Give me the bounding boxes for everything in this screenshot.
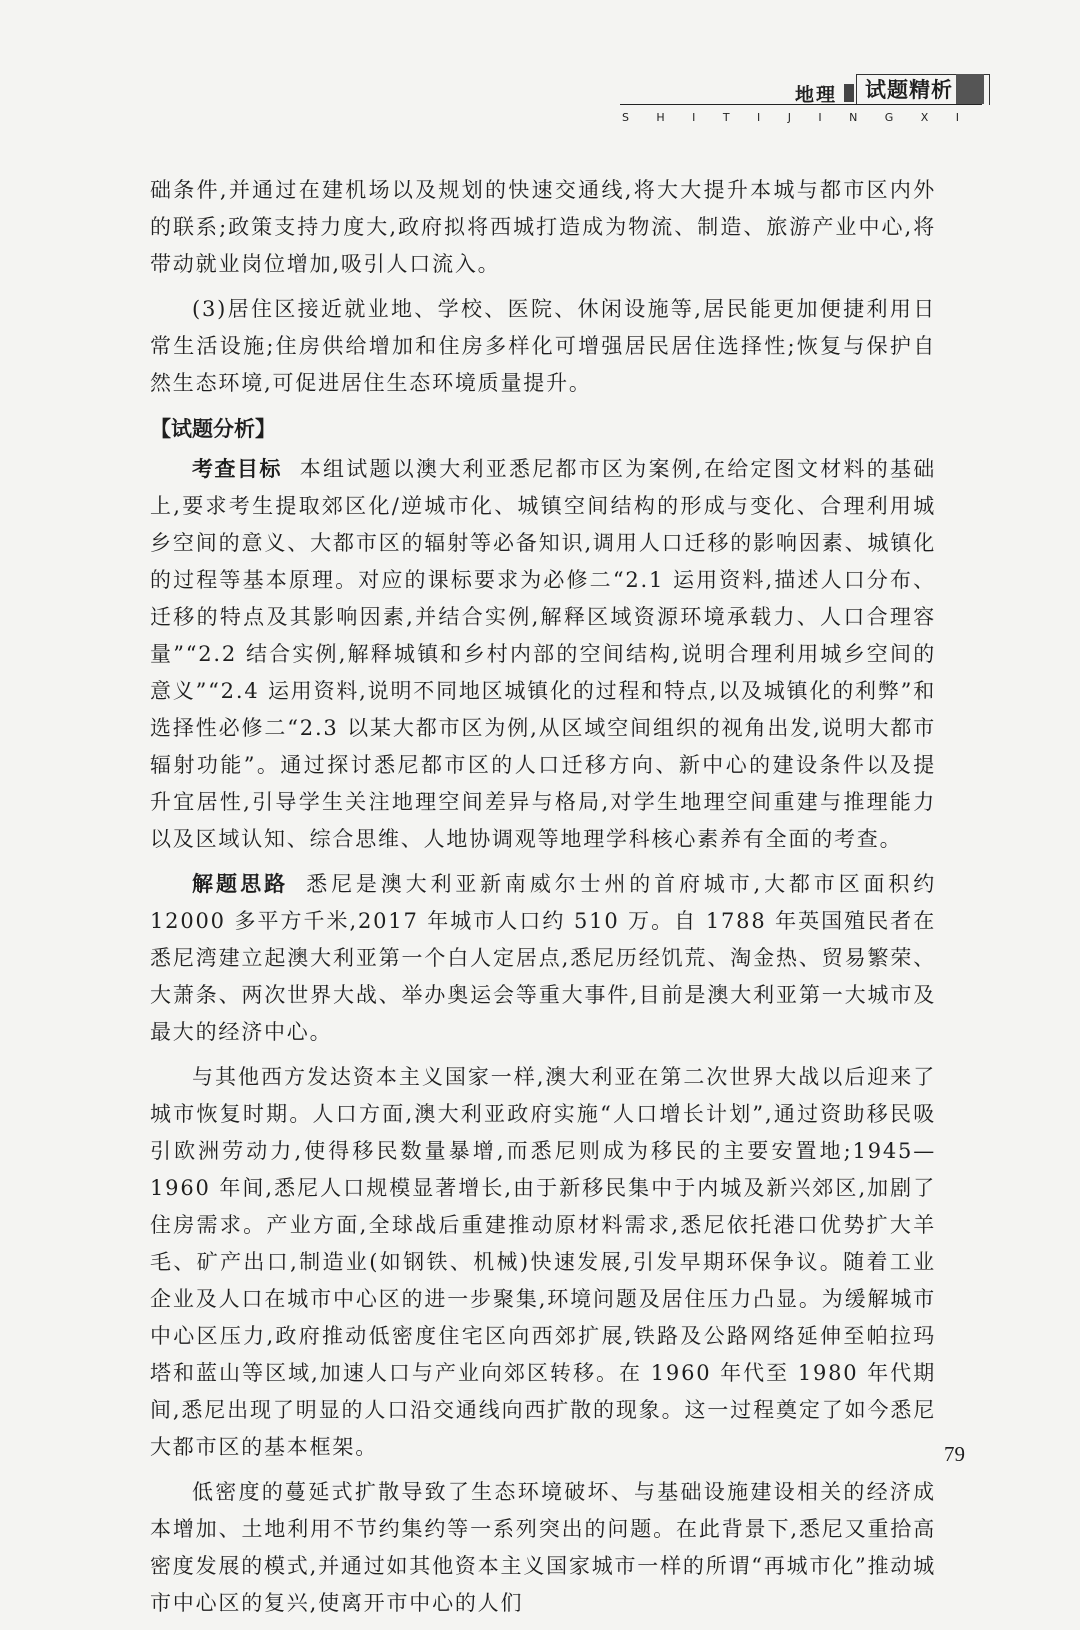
paragraph-text: 本组试题以澳大利亚悉尼都市区为案例,在给定图文材料的基础上,要求考生提取郊区化/逆城市化、城镇空间结构的形成与变化、合理利用城乡空间的意义、大都市区的辐射等必备知识,调用人口迁移的影响因素、城镇化的过程等基本原理。对应的课标要求为必修二“2.1 运用资料,描述人口分布、迁移的特点及其影响因素,并结合实例,解释区域资源环境承载力、人口合理容量”“2.2 结合实例,解释城镇和乡村内部的空间结构,说明合理利用城乡空间的意义”“2.4 运用资料,说明不同地区城镇化的过程和特点,以及城镇化的利弊”和选择性必修二“2.3 以某大都市区为例,从区域空间组织的视角出发,说明大都市辐射功能”。通过探讨悉尼都市区的人口迁移方向、新中心的建设条件以及提升宜居性,引导学生关注地理空间差异与格局,对学生地理空间重建与推理能力以及区域认知、综合思维、人地协调观等地理学科核心素养有全面的考查。 (150, 457, 936, 851)
paragraph-lead: 考查目标 (192, 457, 282, 481)
header-pinyin (622, 111, 962, 124)
paragraph-continued: 础条件,并通过在建机场以及规划的快速交通线,将大大提升本城与都市区内外的联系;政策支持力度大,政府拟将西城打造成为物流、制造、旅游产业中心,将带动就业岗位增加,吸引人口流入。 (150, 178, 936, 276)
pinyin-letter: X (920, 111, 932, 124)
header-rule (620, 104, 982, 105)
pinyin-letter: J (787, 111, 794, 124)
paragraph-objectives (150, 451, 936, 858)
header-marker (844, 84, 854, 102)
paragraph-approach (150, 866, 936, 1051)
page-number: 79 (944, 1442, 965, 1466)
pinyin-letter: T (722, 111, 733, 124)
pinyin-letter: I (818, 111, 825, 124)
pinyin-letter: G (884, 111, 897, 124)
paragraph-lead: 解题思路 (192, 872, 289, 896)
paragraph-sprawl: 低密度的蔓延式扩散导致了生态环境破坏、与基础设施建设相关的经济成本增加、土地利用不节约集约等一系列突出的问题。在此背景下,悉尼又重拾高密度发展的模式,并通过如其他资本主义国家城市一样的所谓“再城市化”推动城市中心区的复兴,使离开市中心的人们 (150, 1480, 936, 1615)
paragraph-text: 悉尼是澳大利亚新南威尔士州的首府城市,大都市区面积约 12000 多平方千米,2017 年城市人口约 510 万。自 1788 年英国殖民者在悉尼湾建立起澳大利亚第一个白人定居点,悉尼历经饥荒、淘金热、贸易繁荣、大萧条、两次世界大战、举办奥运会等重大事件,目前是澳大利亚第一大城市及最大的经济中心。 (150, 872, 936, 1044)
pinyin-letter: S (622, 111, 632, 124)
pinyin-letter: I (955, 111, 962, 124)
paragraph-postwar: 与其他西方发达资本主义国家一样,澳大利亚在第二次世界大战以后迎来了城市恢复时期。人口方面,澳大利亚政府实施“人口增长计划”,通过资助移民吸引欧洲劳动力,使得移民数量暴增,而悉尼则成为移民的主要安置地;1945—1960 年间,悉尼人口规模显著增长,由于新移民集中于内城及新兴郊区,加剧了住房需求。产业方面,全球战后重建推动原材料需求,悉尼依托港口优势扩大羊毛、矿产出口,制造业(如钢铁、机械)快速发展,引发早期环保争议。随着工业企业及人口在城市中心区的进一步聚集,环境问题及居住压力凸显。为缓解城市中心区压力,政府推动低密度住宅区向西郊扩展,铁路及公路网络延伸至帕拉玛塔和蓝山等区域,加速人口与产业向郊区转移。在 1960 年代至 1980 年代期间,悉尼出现了明显的人口沿交通线向西扩散的现象。这一过程奠定了如今悉尼大都市区的基本框架。 (150, 1065, 936, 1459)
paragraph-answer-3: (3)居住区接近就业地、学校、医院、休闲设施等,居民能更加便捷利用日常生活设施;住房供给增加和住房多样化可增强居民居住选择性;恢复与保护自然生态环境,可促进居住生态环境质量提升。 (150, 297, 936, 395)
header-subject: 地理 (795, 84, 838, 106)
header-block (956, 74, 984, 104)
pinyin-letter: N (849, 111, 861, 124)
running-header (620, 74, 990, 134)
page-body (150, 172, 936, 1630)
pinyin-letter: I (757, 111, 764, 124)
pinyin-letter: I (692, 111, 699, 124)
pinyin-letter: H (656, 111, 668, 124)
section-heading: 【试题分析】 (150, 416, 276, 441)
header-title: 试题精析 (856, 74, 990, 105)
